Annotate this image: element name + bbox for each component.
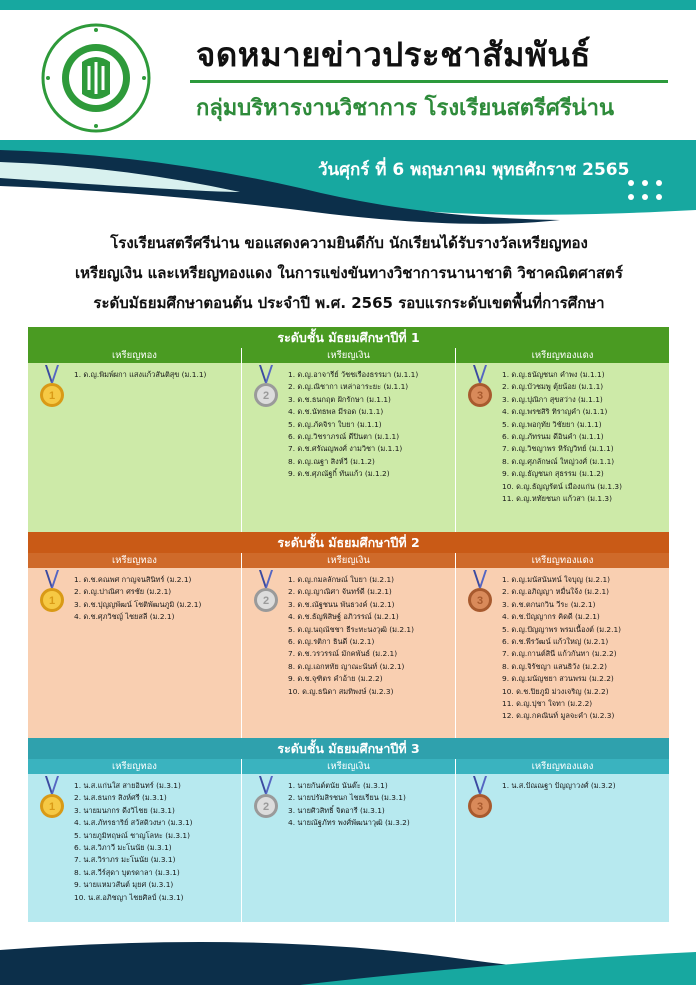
winner-entry: 2. ด.ญ.ณิชากา เหล่าอาระยะ (ม.1.1) — [288, 382, 409, 392]
bronze-medal-icon — [466, 570, 494, 614]
silver-column-header: เหรียญเงิน — [241, 553, 455, 568]
announcement-text — [22, 228, 676, 318]
winner-entry: 3. ด.ญ.ปุณิกา สุขสว่าง (ม.1.1) — [502, 394, 603, 404]
winner-entry: 9. ด.ญ.ธัญชนก สุธรรม (ม.1.2) — [502, 469, 604, 479]
winner-entry: 9. ด.ช.ศุภณัฐกิ์ ทันแก้ว (ม.1.2) — [288, 469, 390, 479]
winner-entry: 2. น.ส.ธนกร สิงห์ศรี (ม.3.1) — [74, 793, 167, 803]
bronze-medal-column — [455, 568, 669, 750]
winner-entry: 5. ด.ญ.ภัคจิรา ใบยา (ม.1.1) — [288, 419, 382, 429]
winner-entry: 10. ด.ช.ปิยภูมิ ม่วงเจริญ (ม.2.2) — [502, 686, 609, 696]
footer-wave — [0, 930, 696, 985]
silver-medal-icon — [252, 570, 280, 614]
winner-entry: 6. ด.ญ.ภัทรนม ดีอินคำ (ม.1.1) — [502, 432, 604, 442]
winner-entry: 9. ด.ช.จุฑิตร คำอ้าย (ม.2.2) — [288, 674, 383, 684]
header-swoosh-banner — [0, 140, 696, 230]
gold-column-header: เหรียญทอง — [112, 555, 157, 566]
bronze-medal-icon — [466, 365, 494, 409]
winner-entry: 8. ด.ญ.จิรัชญา แสนธิวัง (ม.2.2) — [502, 661, 607, 671]
gold-medal-icon — [38, 570, 66, 614]
gold-medal-column — [28, 568, 241, 750]
winner-entry: 10. น.ส.อภิชญา ไชยศิลป์ (ม.3.1) — [74, 892, 184, 902]
top-accent-band — [0, 0, 696, 10]
winner-entry: 7. ด.ช.ศรัณญพงศ์ งามวิชา (ม.1.1) — [288, 444, 403, 454]
winner-entry: 1. ด.ญ.มนัสนันทน์ ใจบุญ (ม.2.1) — [502, 575, 611, 584]
winner-entry: 2. ด.ญ.ปาณิศา ศรชัย (ม.2.1) — [74, 587, 172, 597]
gold-winner-list — [74, 780, 237, 904]
title-divider — [190, 80, 668, 83]
medal-column-headers — [28, 759, 669, 774]
silver-medal-column — [241, 774, 455, 922]
newsletter-title: จดหมายข่าวประชาสัมพันธ์ — [196, 35, 591, 74]
svg-text:3: 3 — [476, 390, 484, 402]
gold-medal-column — [28, 363, 241, 535]
silver-column-header: เหรียญเงิน — [241, 759, 455, 774]
winner-entry: 7. น.ส.วิราภร มะโนนัย (ม.3.1) — [74, 855, 176, 865]
winner-entry: 1. น.ส.แก่นใส สายอินทร์ (ม.3.1) — [74, 781, 181, 790]
bronze-winner-list — [502, 369, 665, 505]
winner-entry: 9. ด.ญ.มนัญชยา สวนพรม (ม.2.2) — [502, 674, 614, 684]
bronze-winner-list — [502, 574, 665, 723]
gold-medal-icon — [38, 365, 66, 409]
winner-entry: 3. ด.ช.ปุญญพัฒน์ โชติพัฒนภูมิ (ม.2.1) — [74, 599, 202, 609]
winner-entry: 1. ด.ญ.อาจารีย์ วัชชเรืองธรรมา (ม.1.1) — [288, 370, 419, 379]
bronze-medal-icon — [466, 776, 494, 820]
silver-medal-column — [241, 363, 455, 535]
silver-winner-list — [288, 780, 451, 830]
svg-text:3: 3 — [476, 595, 484, 607]
winner-entry: 4. ด.ญ.พรชสิริ ทิราญคำ (ม.1.1) — [502, 407, 608, 417]
winner-entry: 4. ด.ช.ธัญพิสิษฐ์ อภิวรรณ์ (ม.2.1) — [288, 612, 399, 622]
svg-text:2: 2 — [262, 595, 270, 607]
winner-entry: 3. นายศิวสิทธิ์ จิตอารี (ม.3.1) — [288, 805, 385, 815]
bronze-column-header: เหรียญทองแดง — [455, 553, 669, 568]
winner-entry: 6. น.ส.วิภาวี มะโนนัย (ม.3.1) — [74, 843, 172, 853]
school-crest-logo — [40, 22, 152, 134]
winner-entry: 4. น.ส.ภัทรธาริย์ สวัสดิวงษา (ม.3.1) — [74, 818, 193, 828]
winner-entry: 4. ด.ช.ศุภวิชญ์ ไชยสลี (ม.2.1) — [74, 612, 175, 622]
svg-text:1: 1 — [48, 595, 56, 607]
gold-medal-column — [28, 774, 241, 922]
silver-medal-icon — [252, 776, 280, 820]
winner-entry: 3. ด.ช.ตกนกวิน วีระ (ม.2.1) — [502, 599, 596, 609]
winner-entry: 11. ด.ญ.ปุชา ใจทา (ม.2.2) — [502, 699, 593, 709]
winner-entry: 3. ด.ช.ณัฐชนน พันธวงค์ (ม.2.1) — [288, 599, 395, 609]
panel-title: ระดับชั้น มัธยมศึกษาปีที่ 2 — [28, 532, 669, 553]
grade-2-results-panel — [28, 532, 669, 750]
winner-entry: 7. ด.ช.วรวรรณ์ มักคพันธ์ (ม.2.1) — [288, 649, 398, 659]
panel-title: ระดับชั้น มัธยมศึกษาปีที่ 1 — [28, 327, 669, 348]
gold-medal-icon — [38, 776, 66, 820]
winner-entry: 5. นายภูมิทฤษณ์ ชาญโลหะ (ม.3.1) — [74, 830, 190, 840]
svg-text:1: 1 — [48, 390, 56, 402]
announcement-line: เหรียญเงิน และเหรียญทองแดง ในการแข่งขันทางวิชาการนานาชาติ วิชาคณิตศาสตร์ — [75, 264, 623, 282]
winner-entry: 4. ด.ช.ปัญญากร คิดดี (ม.2.1) — [502, 612, 600, 622]
winner-entry: 1. น.ส.ปัณณฐา ปัญญาวงศ์ (ม.3.2) — [502, 781, 616, 790]
grade-1-results-panel — [28, 327, 669, 535]
gold-column-header: เหรียญทอง — [112, 350, 157, 361]
announcement-line: ระดับมัธยมศึกษาตอนต้น ประจำปี พ.ศ. 2565 รอบแรกระดับเขตพื้นที่การศึกษา — [93, 294, 605, 312]
winner-entry: 4. นายณัฐภัทร พงศ์พัฒนาวุฒิ (ม.3.2) — [288, 818, 410, 828]
gold-winner-list — [74, 574, 237, 624]
winner-entry: 6. ด.ญ.วิชราภรณ์ ดีปินตา (ม.1.1) — [288, 432, 400, 442]
silver-winner-list — [288, 369, 451, 481]
winner-entry: 1. ด.ญ.พิมพ์ผกา แสงแก้วสันติสุข (ม.1.1) — [74, 370, 207, 379]
winner-entry: 8. ด.ญ.เอกหทัย ญาณะนันท์ (ม.2.1) — [288, 661, 405, 671]
winner-entry: 2. นายปรัมสิรชนก ไชยเรียน (ม.3.1) — [288, 793, 406, 803]
winner-entry: 6. ด.ช.พีรวัฒน์ แก้วใหญ่ (ม.2.1) — [502, 637, 609, 647]
silver-column-header: เหรียญเงิน — [241, 348, 455, 363]
winner-entry: 3. ด.ช.ธนกฤต ฝักรักษา (ม.1.1) — [288, 394, 391, 404]
bronze-winner-list — [502, 780, 665, 792]
winner-entry: 8. ด.ญ.ณฐา สิงห์วี (ม.1.2) — [288, 456, 375, 466]
winner-entry: 10. ด.ญ.ธัญญรัตน์ เมืองแก่น (ม.1.3) — [502, 481, 623, 491]
medal-column-headers — [28, 348, 669, 363]
publication-date: วันศุกร์ ที่ 6 พฤษภาคม พุทธศักราช 2565 — [318, 160, 630, 180]
bronze-medal-column — [455, 774, 669, 922]
svg-text:2: 2 — [262, 801, 270, 813]
winner-entry: 1. ด.ญ.กมลลักษณ์ ใบยา (ม.2.1) — [288, 575, 395, 584]
svg-text:1: 1 — [48, 801, 56, 813]
winner-entry: 12. ด.ญ.กคณินท์ มูลจะคำ (ม.2.3) — [502, 711, 615, 721]
announcement-line: โรงเรียนสตรีศรีน่าน ขอแสดงความยินดีกับ นักเรียนได้รับรางวัลเหรียญทอง — [110, 234, 588, 252]
winner-entry: 8. ด.ญ.ศุภลักษณ์ ใหญ่วงศ์ (ม.1.1) — [502, 456, 615, 466]
winner-entry: 4. ด.ช.นัทธพล มีรอด (ม.1.1) — [288, 407, 384, 417]
svg-text:2: 2 — [262, 390, 270, 402]
winner-entry: 7. ด.ญ.กานต์สินี แก้วกันทา (ม.2.2) — [502, 649, 617, 659]
department-subtitle: กลุ่มบริหารงานวิชาการ โรงเรียนสตรีศรีน่าน — [196, 96, 615, 121]
winner-entry: 5. ด.ญ.พอกุทัย วิชัยยา (ม.1.1) — [502, 419, 602, 429]
bronze-medal-column — [455, 363, 669, 535]
winner-entry: 9. นายแหมวสันต์ มุยศ (ม.3.1) — [74, 880, 174, 890]
winner-entry: 2. ด.ญ.ญาณิศา จันทร์ดี (ม.2.1) — [288, 587, 392, 597]
winner-entry: 2. ด.ญ.อภิญญา หมื่นใจ้ง (ม.2.1) — [502, 587, 610, 597]
winner-entry: 1. ด.ช.คณพศ กาญจนสินิทร์ (ม.2.1) — [74, 575, 192, 584]
svg-text:3: 3 — [476, 801, 484, 813]
gold-column-header: เหรียญทอง — [112, 761, 157, 772]
winner-entry: 1. นายกันต์ตนัย นันต๊ะ (ม.3.1) — [288, 781, 388, 790]
grade-3-results-panel — [28, 738, 669, 922]
winner-entry: 6. ด.ญ.รติกา ธินดี (ม.2.1) — [288, 637, 375, 647]
winner-entry: 1. ด.ญ.ธนัญชนก คำพง (ม.1.1) — [502, 370, 605, 379]
winner-entry: 7. ด.ญ.วิชญาพร หิรัญวิทย์ (ม.1.1) — [502, 444, 614, 454]
winner-entry: 2. ด.ญ.บัวชมพู ตุ้ยน้อย (ม.1.1) — [502, 382, 604, 392]
bronze-column-header: เหรียญทองแดง — [455, 348, 669, 363]
winner-entry: 5. ด.ญ.นฤณัชชา ธีระทะนงวุฒิ (ม.2.1) — [288, 624, 414, 634]
winner-entry: 10. ด.ญ.ธนิดา สมทิพงษ์ (ม.2.3) — [288, 686, 394, 696]
medal-column-headers — [28, 553, 669, 568]
panel-title: ระดับชั้น มัธยมศึกษาปีที่ 3 — [28, 738, 669, 759]
decorative-dots — [628, 180, 668, 204]
winner-entry: 3. นายมนกกร ดีงวิไชย (ม.3.1) — [74, 805, 175, 815]
bronze-column-header: เหรียญทองแดง — [455, 759, 669, 774]
winner-entry: 8. น.ส.วีร์สุดา บุตรดาลา (ม.3.1) — [74, 867, 180, 877]
winner-entry: 5. ด.ญ.ปัญญาพร พรมเนื้องต์ (ม.2.1) — [502, 624, 622, 634]
winner-entry: 11. ด.ญ.หทัยชนก แก้วสา (ม.1.3) — [502, 494, 613, 504]
silver-medal-icon — [252, 365, 280, 409]
gold-winner-list — [74, 369, 237, 381]
silver-medal-column — [241, 568, 455, 750]
silver-winner-list — [288, 574, 451, 698]
